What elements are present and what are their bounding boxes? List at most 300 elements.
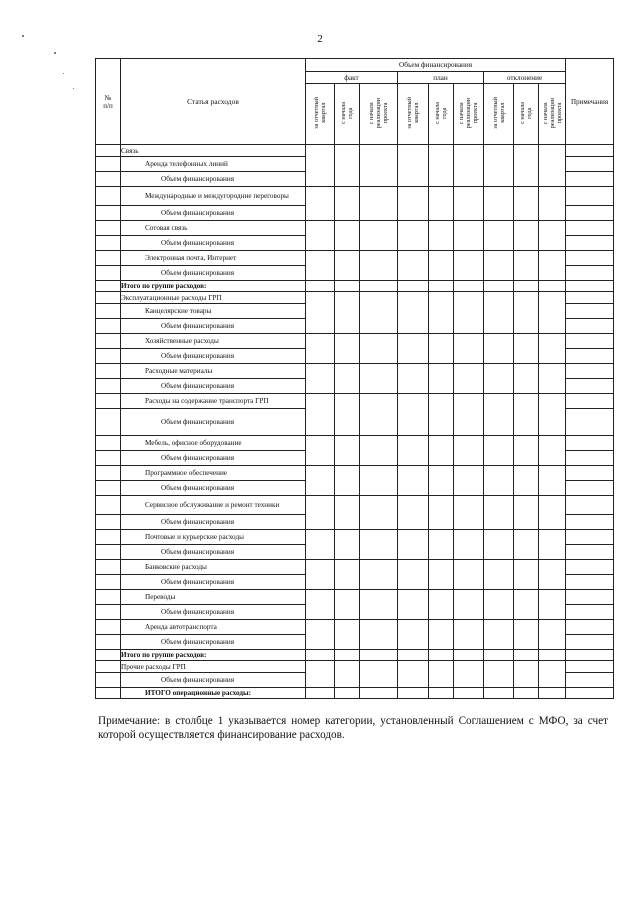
value-cell[interactable] (360, 266, 398, 281)
value-cell[interactable] (306, 688, 335, 699)
note-cell[interactable] (566, 650, 614, 661)
value-cell[interactable] (306, 650, 335, 661)
row-number-cell[interactable] (96, 145, 121, 157)
note-cell[interactable] (566, 349, 614, 364)
row-article-cell: Объем финансирования (121, 409, 306, 436)
row-article-cell: Программное обеспечение (121, 466, 306, 481)
value-cell[interactable] (454, 650, 484, 661)
value-cell[interactable] (429, 605, 454, 620)
value-cell[interactable] (306, 349, 335, 364)
value-cell (429, 334, 454, 349)
value-cell (484, 560, 514, 575)
value-cell[interactable] (484, 349, 514, 364)
row-number-cell[interactable] (96, 304, 121, 319)
value-cell (454, 496, 484, 515)
value-cell[interactable] (484, 379, 514, 394)
table-row (96, 515, 614, 530)
note-cell[interactable] (566, 394, 614, 409)
note-cell[interactable] (566, 206, 614, 221)
note-cell[interactable] (566, 334, 614, 349)
value-cell[interactable] (360, 281, 398, 292)
note-cell[interactable] (566, 451, 614, 466)
row-number-cell[interactable] (96, 206, 121, 221)
value-cell (514, 364, 539, 379)
value-cell[interactable] (484, 172, 514, 187)
value-cell[interactable] (539, 172, 566, 187)
value-cell[interactable] (484, 451, 514, 466)
value-cell[interactable] (539, 319, 566, 334)
value-cell[interactable] (398, 688, 429, 699)
value-cell[interactable] (539, 236, 566, 251)
value-cell (360, 334, 398, 349)
value-cell[interactable] (335, 379, 360, 394)
value-cell[interactable] (484, 575, 514, 590)
value-cell[interactable] (429, 409, 454, 436)
value-cell[interactable] (484, 673, 514, 688)
value-cell[interactable] (360, 206, 398, 221)
value-cell[interactable] (306, 605, 335, 620)
row-number-cell[interactable] (96, 673, 121, 688)
value-cell[interactable] (454, 545, 484, 560)
value-cell[interactable] (514, 688, 539, 699)
value-cell[interactable] (335, 515, 360, 530)
note-cell[interactable] (566, 145, 614, 157)
row-number-cell[interactable] (96, 560, 121, 575)
value-cell[interactable] (360, 451, 398, 466)
value-cell[interactable] (360, 650, 398, 661)
value-cell[interactable] (429, 319, 454, 334)
value-cell[interactable] (360, 409, 398, 436)
value-cell (484, 292, 514, 304)
value-cell[interactable] (429, 281, 454, 292)
note-cell[interactable] (566, 575, 614, 590)
value-cell[interactable] (454, 673, 484, 688)
value-cell[interactable] (398, 266, 429, 281)
value-cell[interactable] (429, 688, 454, 699)
row-number-cell[interactable] (96, 661, 121, 673)
value-cell[interactable] (484, 281, 514, 292)
value-cell[interactable] (398, 451, 429, 466)
row-number-cell[interactable] (96, 650, 121, 661)
value-cell[interactable] (454, 451, 484, 466)
subcol-year-header: с начала года (335, 84, 360, 145)
value-cell (514, 304, 539, 319)
value-cell[interactable] (398, 481, 429, 496)
value-cell[interactable] (454, 481, 484, 496)
value-cell (429, 590, 454, 605)
value-cell[interactable] (360, 605, 398, 620)
value-cell[interactable] (454, 281, 484, 292)
note-cell[interactable] (566, 673, 614, 688)
value-cell[interactable] (335, 688, 360, 699)
value-cell[interactable] (398, 673, 429, 688)
row-number-cell[interactable] (96, 466, 121, 481)
value-cell[interactable] (484, 206, 514, 221)
value-cell[interactable] (484, 236, 514, 251)
value-cell[interactable] (429, 575, 454, 590)
value-cell[interactable] (398, 605, 429, 620)
value-cell[interactable] (429, 206, 454, 221)
value-cell[interactable] (514, 236, 539, 251)
value-cell[interactable] (360, 515, 398, 530)
row-number-cell[interactable] (96, 590, 121, 605)
note-cell[interactable] (566, 364, 614, 379)
value-cell[interactable] (484, 635, 514, 650)
table-row (96, 545, 614, 560)
value-cell[interactable] (335, 635, 360, 650)
row-number-cell[interactable] (96, 221, 121, 236)
value-cell[interactable] (306, 673, 335, 688)
value-cell (539, 436, 566, 451)
note-cell[interactable] (566, 481, 614, 496)
value-cell[interactable] (514, 319, 539, 334)
row-number-cell[interactable] (96, 334, 121, 349)
value-cell[interactable] (306, 319, 335, 334)
value-cell[interactable] (429, 650, 454, 661)
value-cell[interactable] (335, 266, 360, 281)
value-cell[interactable] (539, 635, 566, 650)
value-cell[interactable] (335, 236, 360, 251)
row-number-cell[interactable] (96, 394, 121, 409)
value-cell[interactable] (484, 650, 514, 661)
value-cell (398, 145, 429, 157)
row-number-cell[interactable] (96, 515, 121, 530)
value-cell[interactable] (539, 688, 566, 699)
value-cell (454, 334, 484, 349)
value-cell[interactable] (335, 481, 360, 496)
value-cell[interactable] (360, 481, 398, 496)
value-cell (454, 590, 484, 605)
value-cell[interactable] (539, 481, 566, 496)
row-number-cell[interactable] (96, 620, 121, 635)
value-cell (360, 496, 398, 515)
note-cell[interactable] (566, 266, 614, 281)
value-cell[interactable] (429, 349, 454, 364)
row-number-cell[interactable] (96, 379, 121, 394)
row-number-cell[interactable] (96, 266, 121, 281)
table-row (96, 575, 614, 590)
value-cell[interactable] (398, 206, 429, 221)
value-cell[interactable] (335, 650, 360, 661)
value-cell (539, 364, 566, 379)
note-cell[interactable] (566, 409, 614, 436)
value-cell (306, 436, 335, 451)
value-cell[interactable] (306, 515, 335, 530)
value-cell[interactable] (514, 281, 539, 292)
col-num-header: № п/п (96, 59, 121, 145)
value-cell[interactable] (335, 319, 360, 334)
value-cell (539, 466, 566, 481)
row-article-cell: ИТОГО операционные расходы: (121, 688, 306, 699)
value-cell[interactable] (306, 266, 335, 281)
value-cell (335, 251, 360, 266)
row-number-cell[interactable] (96, 451, 121, 466)
value-cell[interactable] (539, 379, 566, 394)
row-number-cell[interactable] (96, 319, 121, 334)
note-cell[interactable] (566, 530, 614, 545)
value-cell (429, 292, 454, 304)
value-cell[interactable] (454, 379, 484, 394)
value-cell[interactable] (335, 409, 360, 436)
value-cell (398, 304, 429, 319)
value-cell[interactable] (360, 379, 398, 394)
row-number-cell[interactable] (96, 545, 121, 560)
value-cell[interactable] (360, 172, 398, 187)
value-cell (360, 590, 398, 605)
note-cell[interactable] (566, 281, 614, 292)
value-cell (335, 560, 360, 575)
value-cell[interactable] (335, 605, 360, 620)
value-cell[interactable] (398, 409, 429, 436)
value-cell[interactable] (335, 673, 360, 688)
value-cell[interactable] (539, 206, 566, 221)
row-number-cell[interactable] (96, 605, 121, 620)
value-cell[interactable] (539, 673, 566, 688)
value-cell[interactable] (514, 605, 539, 620)
value-cell[interactable] (484, 481, 514, 496)
value-cell (484, 157, 514, 172)
value-cell[interactable] (306, 635, 335, 650)
value-cell[interactable] (335, 451, 360, 466)
value-cell[interactable] (429, 673, 454, 688)
row-number-cell[interactable] (96, 349, 121, 364)
value-cell[interactable] (429, 635, 454, 650)
value-cell[interactable] (360, 319, 398, 334)
value-cell[interactable] (454, 172, 484, 187)
value-cell[interactable] (360, 236, 398, 251)
note-cell[interactable] (566, 661, 614, 673)
value-cell[interactable] (335, 281, 360, 292)
table-row (96, 221, 614, 236)
value-cell[interactable] (429, 266, 454, 281)
value-cell[interactable] (306, 206, 335, 221)
row-number-cell[interactable] (96, 530, 121, 545)
row-number-cell[interactable] (96, 364, 121, 379)
value-cell[interactable] (484, 319, 514, 334)
value-cell[interactable] (398, 281, 429, 292)
value-cell[interactable] (514, 545, 539, 560)
value-cell[interactable] (484, 266, 514, 281)
value-cell[interactable] (539, 349, 566, 364)
row-number-cell[interactable] (96, 157, 121, 172)
value-cell[interactable] (454, 266, 484, 281)
value-cell[interactable] (335, 349, 360, 364)
value-cell[interactable] (539, 575, 566, 590)
value-cell[interactable] (484, 688, 514, 699)
note-cell[interactable] (566, 304, 614, 319)
value-cell[interactable] (454, 236, 484, 251)
value-cell (484, 394, 514, 409)
value-cell[interactable] (514, 206, 539, 221)
value-cell[interactable] (514, 451, 539, 466)
row-number-cell[interactable] (96, 251, 121, 266)
row-number-cell[interactable] (96, 481, 121, 496)
value-cell[interactable] (539, 281, 566, 292)
value-cell[interactable] (429, 515, 454, 530)
value-cell (306, 466, 335, 481)
note-cell[interactable] (566, 236, 614, 251)
value-cell[interactable] (539, 515, 566, 530)
note-cell[interactable] (566, 292, 614, 304)
value-cell[interactable] (539, 409, 566, 436)
value-cell[interactable] (539, 650, 566, 661)
value-cell[interactable] (539, 545, 566, 560)
value-cell[interactable] (514, 379, 539, 394)
value-cell[interactable] (360, 673, 398, 688)
value-cell[interactable] (429, 545, 454, 560)
value-cell (429, 364, 454, 379)
value-cell[interactable] (398, 236, 429, 251)
value-cell[interactable] (514, 409, 539, 436)
row-number-cell[interactable] (96, 281, 121, 292)
note-cell[interactable] (566, 172, 614, 187)
note-cell[interactable] (566, 221, 614, 236)
value-cell[interactable] (335, 545, 360, 560)
note-cell[interactable] (566, 620, 614, 635)
value-cell[interactable] (484, 409, 514, 436)
value-cell[interactable] (306, 575, 335, 590)
value-cell[interactable] (514, 481, 539, 496)
value-cell (429, 157, 454, 172)
value-cell[interactable] (398, 650, 429, 661)
note-cell[interactable] (566, 379, 614, 394)
note-cell[interactable] (566, 187, 614, 206)
note-cell[interactable] (566, 635, 614, 650)
value-cell (484, 436, 514, 451)
value-cell[interactable] (398, 319, 429, 334)
value-cell[interactable] (484, 605, 514, 620)
value-cell[interactable] (429, 451, 454, 466)
note-cell[interactable] (566, 515, 614, 530)
value-cell[interactable] (514, 575, 539, 590)
row-article-cell: Связь (121, 145, 306, 157)
value-cell (539, 304, 566, 319)
row-number-cell[interactable] (96, 409, 121, 436)
value-cell (429, 466, 454, 481)
value-cell[interactable] (514, 515, 539, 530)
value-cell[interactable] (398, 172, 429, 187)
value-cell[interactable] (429, 236, 454, 251)
value-cell[interactable] (454, 688, 484, 699)
note-cell[interactable] (566, 251, 614, 266)
value-cell[interactable] (335, 206, 360, 221)
row-article-cell: Сервисное обслуживание и ремонт техники (121, 496, 306, 515)
value-cell[interactable] (306, 545, 335, 560)
value-cell[interactable] (539, 605, 566, 620)
note-cell[interactable] (566, 319, 614, 334)
value-cell[interactable] (360, 349, 398, 364)
row-number-cell[interactable] (96, 635, 121, 650)
subcol-quarter-header: за отчетный квартал (398, 84, 429, 145)
value-cell[interactable] (454, 319, 484, 334)
note-cell[interactable] (566, 436, 614, 451)
value-cell[interactable] (335, 172, 360, 187)
value-cell (429, 436, 454, 451)
row-number-cell[interactable] (96, 172, 121, 187)
value-cell[interactable] (514, 635, 539, 650)
table-row (96, 673, 614, 688)
value-cell[interactable] (454, 635, 484, 650)
value-cell[interactable] (514, 650, 539, 661)
row-article-cell: Эксплуатационные расходы ГРП (121, 292, 306, 304)
value-cell[interactable] (454, 515, 484, 530)
note-cell[interactable] (566, 590, 614, 605)
value-cell[interactable] (398, 545, 429, 560)
value-cell[interactable] (398, 379, 429, 394)
row-number-cell[interactable] (96, 496, 121, 515)
value-cell (514, 221, 539, 236)
row-number-cell[interactable] (96, 575, 121, 590)
value-cell[interactable] (306, 409, 335, 436)
note-cell[interactable] (566, 466, 614, 481)
value-cell (335, 334, 360, 349)
note-cell[interactable] (566, 496, 614, 515)
value-cell[interactable] (514, 673, 539, 688)
value-cell[interactable] (454, 575, 484, 590)
value-cell[interactable] (454, 409, 484, 436)
value-cell[interactable] (429, 481, 454, 496)
note-cell[interactable] (566, 560, 614, 575)
value-cell[interactable] (539, 451, 566, 466)
row-number-cell[interactable] (96, 187, 121, 206)
table-row (96, 172, 614, 187)
value-cell[interactable] (454, 349, 484, 364)
table-header (96, 59, 614, 145)
value-cell[interactable] (398, 349, 429, 364)
value-cell (306, 394, 335, 409)
row-number-cell[interactable] (96, 436, 121, 451)
value-cell[interactable] (306, 481, 335, 496)
value-cell[interactable] (454, 605, 484, 620)
row-number-cell[interactable] (96, 688, 121, 699)
table-row (96, 157, 614, 172)
value-cell (306, 157, 335, 172)
value-cell[interactable] (429, 172, 454, 187)
note-cell[interactable] (566, 605, 614, 620)
value-cell[interactable] (514, 172, 539, 187)
note-cell[interactable] (566, 545, 614, 560)
note-cell[interactable] (566, 157, 614, 172)
value-cell[interactable] (335, 575, 360, 590)
value-cell[interactable] (306, 379, 335, 394)
row-article-cell: Объем финансирования (121, 635, 306, 650)
subcol-project-header: с начала реализации проекта (454, 84, 484, 145)
row-number-cell[interactable] (96, 292, 121, 304)
row-article-cell: Почтовые и курьерские расходы (121, 530, 306, 545)
value-cell[interactable] (514, 266, 539, 281)
value-cell[interactable] (484, 515, 514, 530)
value-cell[interactable] (306, 172, 335, 187)
value-cell[interactable] (539, 266, 566, 281)
value-cell[interactable] (306, 281, 335, 292)
value-cell[interactable] (360, 545, 398, 560)
value-cell[interactable] (398, 515, 429, 530)
value-cell[interactable] (360, 575, 398, 590)
value-cell[interactable] (306, 451, 335, 466)
value-cell[interactable] (398, 635, 429, 650)
value-cell[interactable] (429, 379, 454, 394)
value-cell[interactable] (484, 545, 514, 560)
value-cell[interactable] (454, 206, 484, 221)
row-number-cell[interactable] (96, 236, 121, 251)
note-cell[interactable] (566, 688, 614, 699)
value-cell[interactable] (306, 236, 335, 251)
value-cell[interactable] (398, 575, 429, 590)
value-cell[interactable] (360, 688, 398, 699)
value-cell[interactable] (360, 635, 398, 650)
row-article-cell: Итого по группе расходов: (121, 281, 306, 292)
value-cell[interactable] (514, 349, 539, 364)
